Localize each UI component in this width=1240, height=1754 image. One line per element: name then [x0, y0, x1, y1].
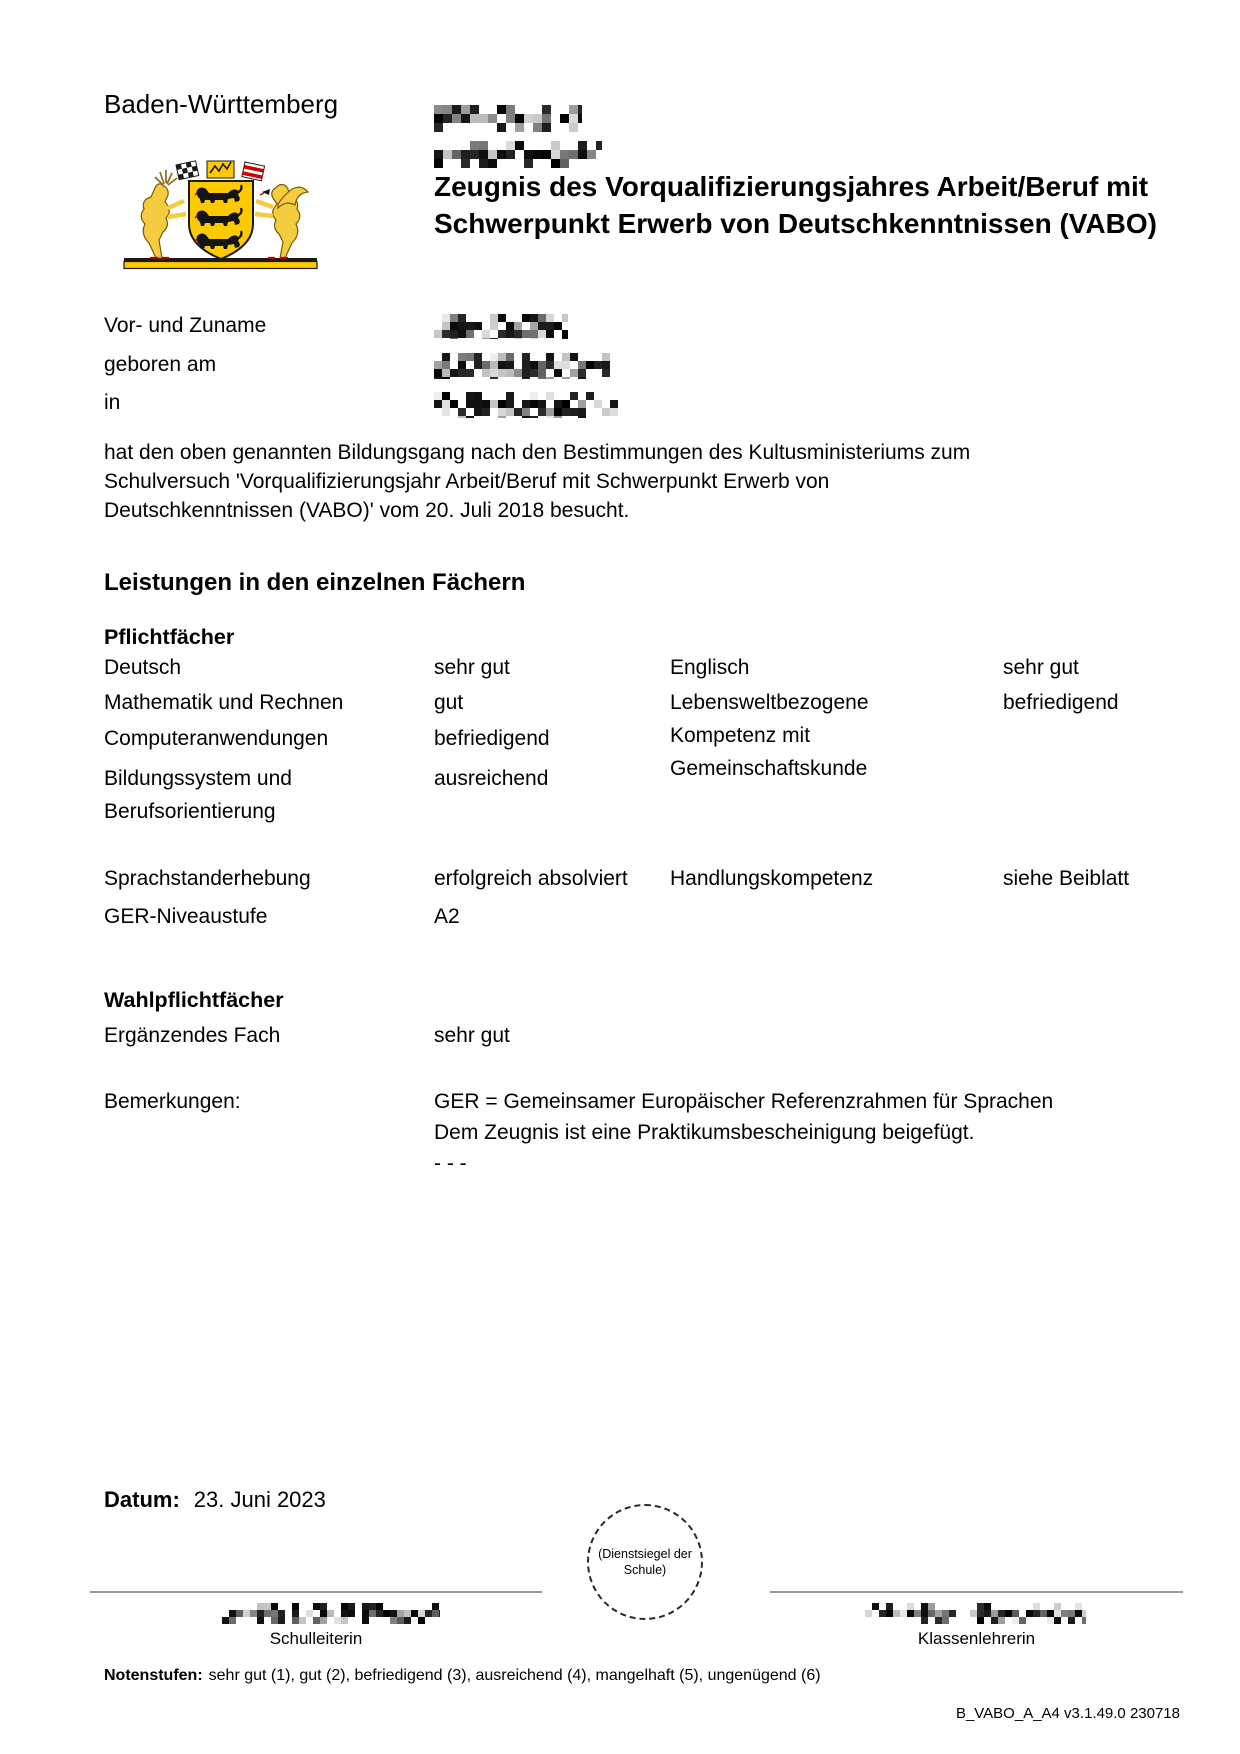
pedestal-gold-bar [124, 262, 317, 269]
crest-checkered [176, 161, 199, 180]
signature-line-right [770, 1591, 1183, 1593]
grade-scale-note [104, 1666, 821, 1686]
certificate-title: Zeugnis des Vorqualifizierungsjahres Arbeit/Beruf mit Schwerpunkt Erwerb von Deutschkenntnissen (VABO) [434, 171, 1157, 239]
grade-value: gut [434, 691, 464, 714]
grade-scale-text: sehr gut (1), gut (2), befriedigend (3), ausreichend (4), mangelhaft (5), ungenügend (6) [208, 1667, 821, 1684]
grade-value: befriedigend [434, 727, 550, 750]
signature-role-right: Klassenlehrerin [917, 1629, 1036, 1648]
crest-striped [242, 162, 265, 181]
griffin-supporter [255, 185, 308, 259]
redacted-birthplace [434, 392, 618, 418]
subject-label: Englisch [670, 656, 750, 679]
grade-value: siehe Beiblatt [1003, 867, 1130, 890]
subject-label: Computeranwendungen [104, 727, 329, 750]
grade-value: sehr gut [434, 1024, 510, 1047]
signature-role-left: Schulleiterin [269, 1629, 363, 1648]
subject-label: Bildungssystem und Berufsorientierung [104, 767, 292, 823]
intro-paragraph-line: hat den oben genannten Bildungsgang nach den Bestimmungen des Kultusministeriums zum [104, 441, 971, 464]
subject-label: Sprachstanderhebung [104, 867, 311, 890]
remarks-label: Bemerkungen: [104, 1090, 241, 1113]
redacted-signature-name-left [222, 1603, 440, 1624]
seal-text-line2: Schule) [623, 1563, 667, 1577]
remarks-line: - - - [434, 1152, 467, 1175]
grade-value: erfolgreich absolviert [434, 867, 628, 890]
grade-value: sehr gut [434, 656, 510, 679]
remarks-text [434, 1086, 1154, 1179]
remarks-line: Dem Zeugnis ist eine Praktikumsbescheinigung beigefügt. [434, 1121, 975, 1144]
subject-label: Lebensweltbezogene Kompetenz mit Gemeinschaftskunde [670, 691, 869, 780]
date-label: Datum: [104, 1487, 180, 1512]
intro-paragraph-line: Schulversuch 'Vorqualifizierungsjahr Arbeit/Beruf mit Schwerpunkt Erwerb von [104, 470, 830, 493]
grade-value: A2 [434, 905, 460, 928]
subject-label: Ergänzendes Fach [104, 1024, 281, 1047]
subject-label: Mathematik und Rechnen [104, 691, 344, 714]
official-seal-placeholder [587, 1504, 703, 1620]
compulsory-subjects-title: Pflichtfächer [104, 625, 235, 649]
birthplace-label: in [104, 391, 121, 414]
subject-label: Handlungskompetenz [670, 867, 874, 890]
crest-antler [207, 161, 234, 178]
redacted-student-name [434, 314, 568, 339]
elective-subjects-title: Wahlpflichtfächer [104, 988, 284, 1012]
date-value: 23. Juni 2023 [193, 1487, 326, 1512]
remarks-line: GER = Gemeinsamer Europäischer Referenzrahmen für Sprachen [434, 1090, 1054, 1113]
date-row [104, 1487, 326, 1513]
grade-value: befriedigend [1003, 691, 1119, 714]
intro-paragraph-line: Deutschkenntnissen (VABO)' vom 20. Juli 2018 besucht. [104, 499, 630, 522]
performance-section-title: Leistungen in den einzelnen Fächern [104, 569, 526, 596]
birthdate-label: geboren am [104, 353, 217, 376]
redacted-birthdate [434, 353, 615, 379]
stag-supporter [141, 170, 186, 258]
subject-label: GER-Niveaustufe [104, 905, 268, 928]
form-version-code: B_VABO_A_A4 v3.1.49.0 230718 [955, 1705, 1180, 1722]
grade-value: sehr gut [1003, 656, 1079, 679]
student-name-label: Vor- und Zuname [104, 314, 267, 337]
seal-text-line1: (Dienstsiegel der [598, 1547, 692, 1561]
grade-value: ausreichend [434, 767, 549, 790]
redacted-school-name-line2 [434, 141, 602, 168]
signature-line-left [90, 1591, 542, 1593]
coat-of-arms-baden-wuerttemberg [118, 156, 323, 274]
region-label: Baden-Württemberg [104, 89, 339, 119]
redacted-school-name-line1 [434, 105, 582, 132]
subject-label: Deutsch [104, 656, 182, 679]
redacted-signature-name-right [858, 1603, 1086, 1624]
grade-scale-label: Notenstufen: [104, 1667, 203, 1684]
